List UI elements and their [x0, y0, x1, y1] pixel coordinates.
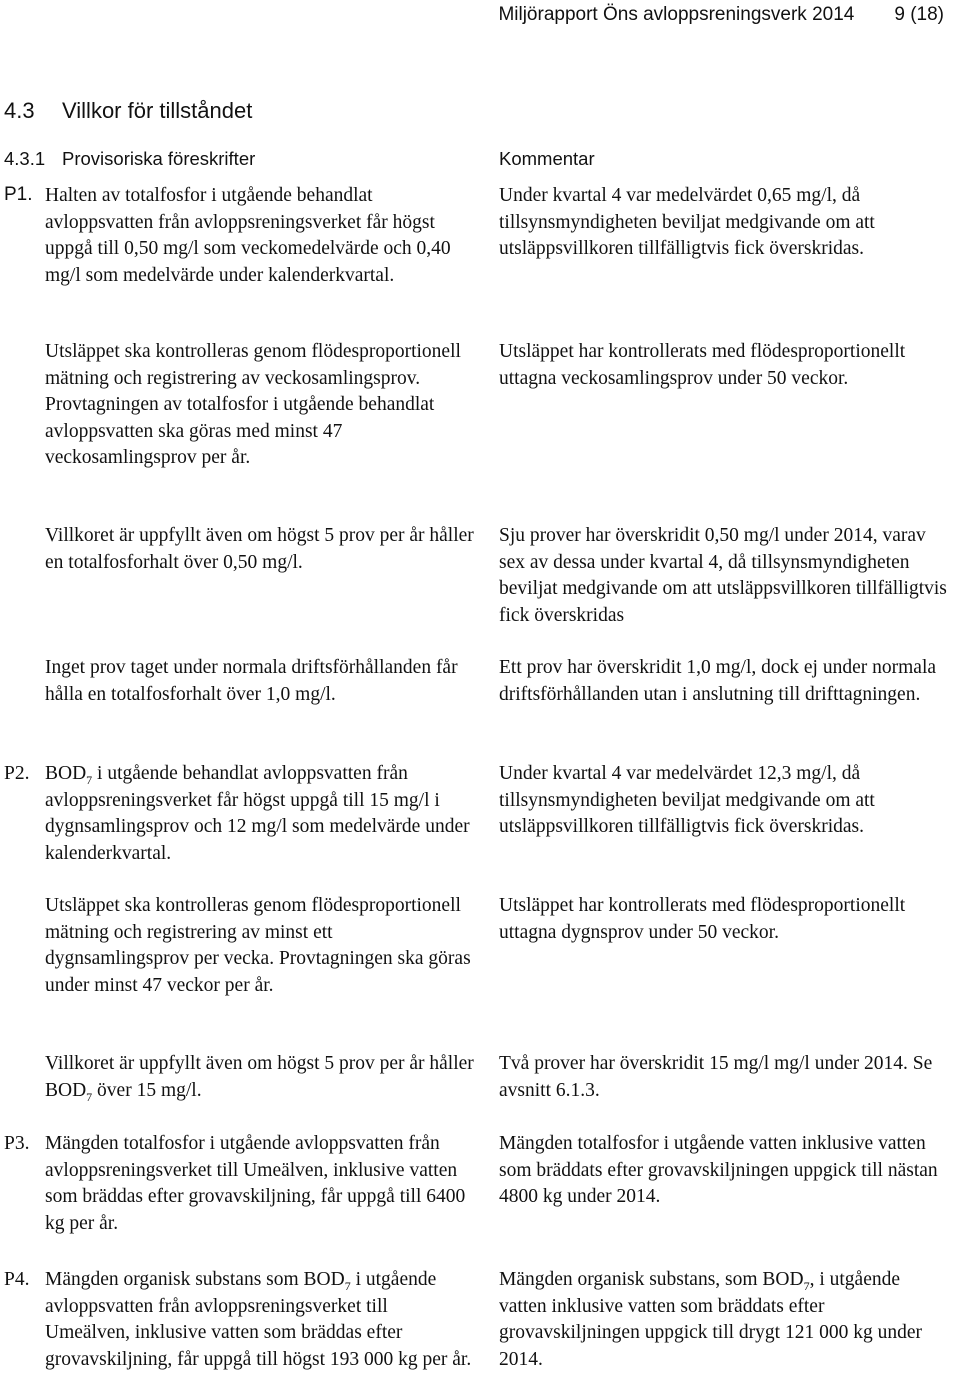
page-header: [0, 4, 944, 26]
item-label-p4: P4.: [4, 1269, 30, 1290]
p1-fulfilled-text: Villkoret är uppfyllt även om högst 5 prov per år håller en totalfosforhalt över 0,50 mg/l.: [45, 525, 474, 573]
p1-fulfilled-comment: Sju prover har överskridit 0,50 mg/l under 2014, varav sex av dessa under kvartal 4, då tillsynsmyndigheten beviljat medgivande om att utsläppsvillkoren tillfälligtvis fick överskridas: [499, 525, 947, 626]
section-heading: [4, 98, 252, 124]
p1-control-text: Utsläppet ska kontrolleras genom flödesproportionell mätning och registrering av veckosamlingsprov. Provtagningen av totalfosfor i utgående behandlat avloppsvatten ska göras med minst 47 veckosamlingsprov per år.: [45, 341, 461, 468]
p1-normal-operation-comment: Ett prov har överskridit 1,0 mg/l, dock ej under normala driftsförhållanden utan i anslutning till drifttagningen.: [499, 657, 937, 705]
p1-condition-text: Halten av totalfosfor i utgående behandlat avloppsvatten från avloppsreningsverket får högst uppgå till 0,50 mg/l som veckomedelvärde och 0,40 mg/l som medelvärde under kalenderkvartal.: [45, 185, 451, 286]
p1-comment-text: Under kvartal 4 var medelvärdet 0,65 mg/l, då tillsynsmyndigheten beviljat medgivande om att utsläppsvillkoren tillfälligtvis fick överskridas.: [499, 185, 875, 259]
p2-control-text: Utsläppet ska kontrolleras genom flödesproportionell mätning och registrering av minst ett dygnsamlingsprov per vecka. Provtagningen ska göras under minst 47 veckor per år.: [45, 895, 471, 996]
bod-subscript: 7: [86, 1089, 93, 1104]
page-number: 9 (18): [894, 4, 944, 25]
p2-fulfilled-pre: Villkoret är uppfyllt även om högst 5 prov per år håller: [45, 1053, 474, 1074]
bod-subscript: 7: [803, 1279, 810, 1293]
p4-condition-text: [45, 1267, 475, 1373]
p2-fulfilled-comment: Två prover har överskridit 15 mg/l mg/l under 2014. Se avsnitt 6.1.3.: [499, 1053, 933, 1101]
p4-comment-text: [499, 1267, 949, 1373]
p3-comment-text: Mängden totalfosfor i utgående vatten inklusive vatten som bräddats efter grovavskiljningen uppgick till nästan 4800 kg under 2014.: [499, 1133, 938, 1207]
p4-comment-pre: Mängden organisk substans, som: [499, 1269, 763, 1290]
p2-condition-rest: i utgående behandlat avloppsvatten från avloppsreningsverket får högst uppgå till 15 mg/l i dygnsamlingsprov och 12 mg/l som medelvärde under kalenderkvartal.: [45, 763, 470, 864]
p2-fulfilled-post: över 15 mg/l.: [92, 1079, 202, 1101]
section-number: 4.3: [4, 98, 35, 123]
p4-comment-post: , i utgående vatten inklusive vatten som bräddats efter grovavskiljningen uppgick till drygt 121 000 kg under 2014.: [499, 1269, 922, 1370]
p4-condition-post: i utgående avloppsvatten från avloppsreningsverket till Umeälven, inklusive vatten som bräddas efter grovavskiljning, får uppgå till högst 193 000 kg per år.: [45, 1269, 472, 1370]
bod-subscript: 7: [344, 1279, 351, 1293]
document-title: Miljörapport Öns avloppsreningsverk 2014: [498, 4, 855, 25]
subsection-title: Provisoriska föreskrifter: [62, 148, 256, 169]
bod-term: BOD: [762, 1269, 804, 1290]
subsection-heading: [4, 148, 255, 170]
item-label-p3: P3.: [4, 1133, 30, 1154]
bod-subscript: 7: [86, 773, 93, 787]
section-title: Villkor för tillståndet: [62, 98, 253, 123]
bod-term: BOD: [303, 1269, 345, 1290]
comment-heading: Kommentar: [499, 148, 595, 169]
bod-term: BOD: [45, 1079, 87, 1101]
p2-condition-text: [45, 761, 475, 867]
p4-condition-pre: Mängden organisk substans som: [45, 1269, 304, 1290]
p2-control-comment: Utsläppet har kontrollerats med flödesproportionellt uttagna dygnsprov under 50 veckor.: [499, 895, 906, 943]
p3-condition-text: Mängden totalfosfor i utgående avloppsvatten från avloppsreningsverket till Umeälven, inklusive vatten som bräddas efter grovavskiljning, får uppgå till 6400 kg per år.: [45, 1133, 466, 1234]
p2-fulfilled-text: [45, 1051, 475, 1104]
bod-term: BOD: [45, 763, 87, 784]
subsection-number: 4.3.1: [4, 148, 46, 169]
item-label-p2: P2.: [4, 763, 30, 784]
p1-control-comment: Utsläppet har kontrollerats med flödesproportionellt uttagna veckosamlingsprov under 50 veckor.: [499, 341, 906, 389]
item-label-p1: P1.: [4, 184, 33, 205]
p1-normal-operation-text: Inget prov taget under normala driftsförhållanden får hålla en totalfosforhalt över 1,0 mg/l.: [45, 657, 458, 705]
p2-comment-text: Under kvartal 4 var medelvärdet 12,3 mg/l, då tillsynsmyndigheten beviljat medgivande om att utsläppsvillkoren tillfälligtvis fick överskridas.: [499, 763, 875, 837]
